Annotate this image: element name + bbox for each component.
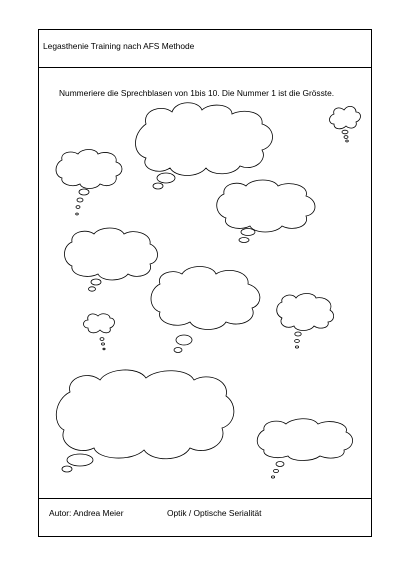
speech-bubble — [217, 180, 315, 243]
speech-bubble — [330, 106, 361, 142]
speech-bubble — [84, 314, 115, 350]
speech-bubble — [56, 150, 122, 216]
speech-bubble — [56, 370, 234, 472]
speech-bubble — [277, 294, 334, 349]
instruction-text: Nummeriere die Sprechblasen von 1bis 10. Die Nummer 1 ist die Grösste. — [59, 88, 335, 98]
speech-bubble — [257, 419, 352, 478]
topic-label: Optik / Optische Serialität — [167, 508, 262, 518]
speech-bubble — [151, 267, 260, 353]
speech-bubble — [65, 228, 158, 291]
worksheet-title: Legasthenie Training nach AFS Methode — [43, 41, 195, 51]
author-label: Autor: Andrea Meier — [49, 508, 124, 518]
speech-bubble — [136, 103, 273, 189]
